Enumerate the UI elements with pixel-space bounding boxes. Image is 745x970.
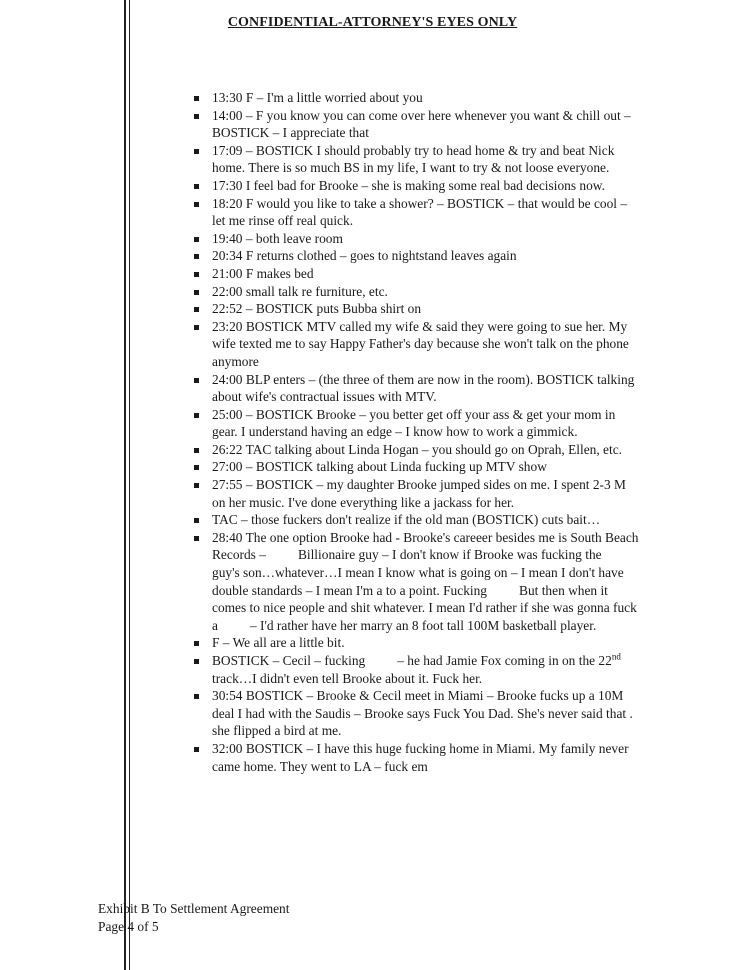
list-item: 21:00 F makes bed: [190, 265, 640, 283]
entry-text: – I'd rather have her marry an 8 foot tall 100M basketball player.: [249, 617, 597, 633]
list-item: 19:40 – both leave room: [190, 230, 640, 248]
binding-line: [124, 0, 126, 970]
list-item: 24:00 BLP enters – (the three of them are now in the room). BOSTICK talking about wife's contractual issues with MTV.: [190, 371, 640, 406]
list-item: 14:00 – F you know you can come over here whenever you want & chill out – BOSTICK – I appreciate that: [190, 107, 640, 142]
list-item: 25:00 – BOSTICK Brooke – you better get off your ass & get your mom in gear. I understand having an edge – I know how to work a gimmick.: [190, 406, 640, 441]
entry-text: – he had Jamie Fox coming in on the 22: [397, 653, 612, 668]
binding-line-thin: [129, 0, 130, 970]
entry-text: Billionaire guy – I don't know if Brooke was fucking the: [297, 547, 602, 563]
entry-text: BOSTICK – Cecil – fucking: [212, 653, 366, 668]
entry-text: 28:40 The one option Brooke had - Brooke's careeer besides me is South Beach Records –: [212, 529, 639, 563]
exhibit-label: Exhibit B To Settlement Agreement: [98, 901, 290, 916]
confidential-header: CONFIDENTIAL-ATTORNEY'S EYES ONLY: [227, 15, 518, 30]
list-item: 13:30 F – I'm a little worried about you: [190, 89, 640, 107]
entry-text: But then when it comes to nice people and shit whatever. I mean I'd rather if she was gonna fuck a: [212, 582, 637, 633]
list-item: 20:34 F returns clothed – goes to nightstand leaves again: [190, 247, 640, 265]
list-item: 17:30 I feel bad for Brooke – she is making some real bad decisions now.: [190, 177, 640, 195]
exhibit-footer: [98, 900, 289, 936]
list-item: 26:22 TAC talking about Linda Hogan – you should go on Oprah, Ellen, etc.: [190, 441, 640, 459]
ordinal-suffix: nd: [611, 651, 621, 662]
list-item: 22:52 – BOSTICK puts Bubba shirt on: [190, 300, 640, 318]
list-item: F – We all are a little bit.: [190, 634, 640, 652]
list-item: 23:20 BOSTICK MTV called my wife & said they were going to sue her. My wife texted me to say Happy Father's day because she won't talk on the phone anymore: [190, 318, 640, 371]
page-number: Page 4 of 5: [98, 919, 159, 934]
list-item: 17:09 – BOSTICK I should probably try to head home & try and beat Nick home. There is so much BS in my life, I want to try & not loose everyone.: [190, 142, 640, 177]
list-item: 27:00 – BOSTICK talking about Linda fucking up MTV show: [190, 458, 640, 476]
list-item: 18:20 F would you like to take a shower? – BOSTICK – that would be cool – let me rinse off real quick.: [190, 195, 640, 230]
list-item: 30:54 BOSTICK – Brooke & Cecil meet in Miami – Brooke fucks up a 10M deal I had with the Saudis – Brooke says Fuck You Dad. She's never said that . she flipped a bird at me.: [190, 687, 640, 740]
transcript-list: [190, 89, 640, 775]
entry-text: guy's son…whatever…I mean I know what is going on – I mean I don't have double standards – I mean I'm a to a point. Fucking: [212, 565, 624, 598]
entry-text: track…I didn't even tell Brooke about it. Fuck her.: [212, 670, 483, 686]
list-item: [190, 652, 640, 687]
list-item: TAC – those fuckers don't realize if the old man (BOSTICK) cuts bait…: [190, 511, 640, 529]
list-item: 27:55 – BOSTICK – my daughter Brooke jumped sides on me. I spent 2-3 M on her music. I've done everything like a jackass for her.: [190, 476, 640, 511]
list-item: [190, 529, 640, 635]
list-item: 32:00 BOSTICK – I have this huge fucking home in Miami. My family never came home. They went to LA – fuck em: [190, 740, 640, 775]
list-item: 22:00 small talk re furniture, etc.: [190, 283, 640, 301]
